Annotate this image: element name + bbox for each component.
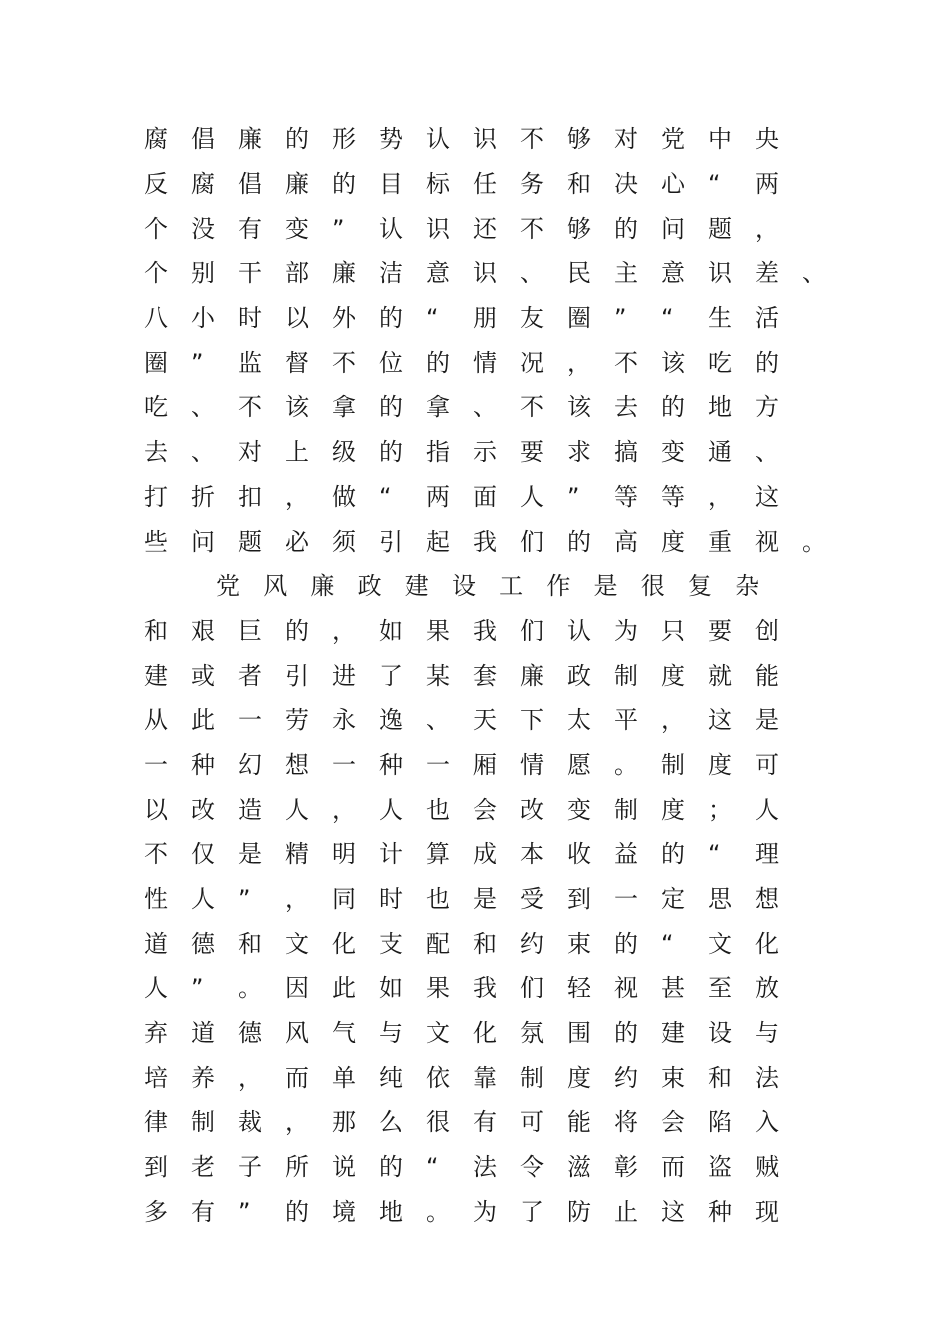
text-line: 个 没 有 变 ” 认 识 还 不 够 的 问 题 ， [144,214,779,243]
text-line: 人 ” 。 因 此 如 果 我 们 轻 视 甚 至 放 [144,974,779,1003]
text-line: 反 腐 倡 廉 的 目 标 任 务 和 决 心 “ 两 [144,170,779,199]
text-line: 建 或 者 引 进 了 某 套 廉 政 制 度 就 能 [144,661,779,690]
text-line: 和 艰 巨 的 ， 如 果 我 们 认 为 只 要 创 [144,616,779,645]
text-line: 道 德 和 文 化 支 配 和 约 束 的 “ 文 化 [144,929,779,958]
text-line: 些 问 题 必 须 引 起 我 们 的 高 度 重 视 。 [144,527,826,556]
text-line: 到 老 子 所 说 的 “ 法 令 滋 彰 而 盗 贼 [144,1153,779,1182]
text-line: 以 改 造 人 ， 人 也 会 改 变 制 度 ； 人 [144,795,779,824]
text-line: 从 此 一 劳 永 逸 、 天 下 太 平 ， 这 是 [144,706,779,735]
paragraph-start-line: 党 风 廉 政 建 设 工 作 是 很 复 杂 [216,572,760,601]
text-line: 多 有 ” 的 境 地 。 为 了 防 止 这 种 现 [144,1197,779,1226]
text-line: 不 仅 是 精 明 计 算 成 本 收 益 的 “ 理 [144,840,779,869]
text-line: 培 养 ， 而 单 纯 依 靠 制 度 约 束 和 法 [144,1063,779,1092]
text-line: 弃 道 德 风 气 与 文 化 氛 围 的 建 设 与 [144,1019,779,1048]
text-line: 律 制 裁 ， 那 么 很 有 可 能 将 会 陷 入 [144,1108,779,1137]
text-line: 打 折 扣 ， 做 “ 两 面 人 ” 等 等 ， 这 [144,482,779,511]
body-text [144,117,849,1234]
text-line: 性 人 ” ， 同 时 也 是 受 到 一 定 思 想 [144,885,779,914]
text-line: 个 别 干 部 廉 洁 意 识 、 民 主 意 识 差 、 [144,259,826,288]
text-line: 去 、 对 上 级 的 指 示 要 求 搞 变 通 、 [144,438,779,467]
text-line: 腐 倡 廉 的 形 势 认 识 不 够 对 党 中 央 [144,125,779,154]
text-line: 八 小 时 以 外 的 “ 朋 友 圈 ” “ 生 活 [144,304,779,333]
text-line: 吃 、 不 该 拿 的 拿 、 不 该 去 的 地 方 [144,393,779,422]
text-line: 一 种 幻 想 一 种 一 厢 情 愿 。 制 度 可 [144,750,779,779]
text-line: 圈 ” 监 督 不 位 的 情 况 ， 不 该 吃 的 [144,348,779,377]
